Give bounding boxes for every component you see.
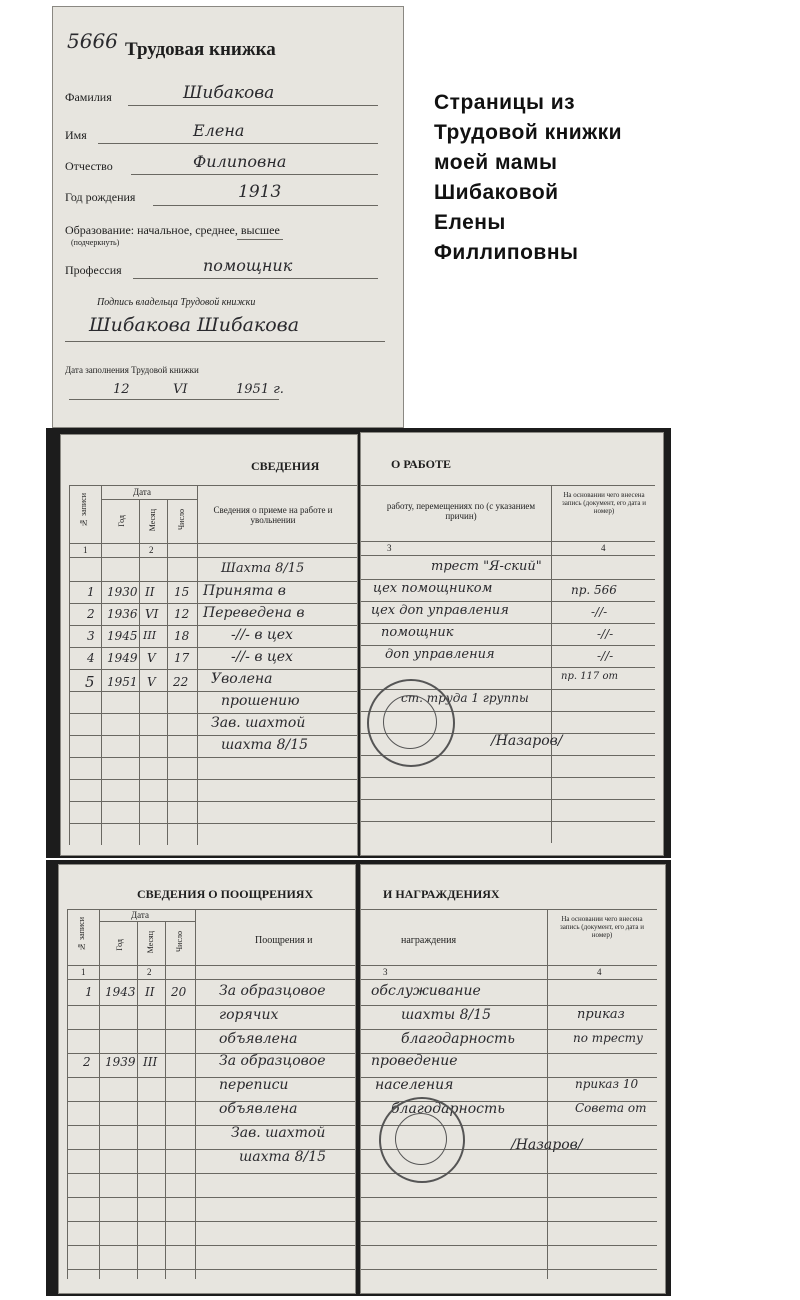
awards-left-heading: СВЕДЕНИЯ О ПООЩРЕНИЯХ xyxy=(137,887,314,901)
col-basis-label: На основании чего внесена запись (документ, его дата и номер) xyxy=(559,915,645,939)
row-month: V xyxy=(147,675,156,689)
caption-line: Трудовой книжки xyxy=(434,121,623,144)
col-num-label: № записи xyxy=(79,493,88,527)
row-num: 1 xyxy=(87,585,95,599)
row-left-text: Переведена в xyxy=(203,605,305,621)
date-year: 1951 г. xyxy=(236,382,284,397)
row-right-text: цех помощником xyxy=(373,581,493,596)
col-date-label: Дата xyxy=(131,910,149,920)
row-right-text: шахты 8/15 xyxy=(401,1007,492,1023)
col-basis-label: На основании чего внесена запись (документ, его дата и номер) xyxy=(561,491,647,515)
row-year: 1945 xyxy=(107,629,138,643)
row-left-text: -//- в цех xyxy=(231,649,293,665)
work-left-heading: СВЕДЕНИЯ xyxy=(251,459,320,473)
extra-left-line: шахта 8/15 xyxy=(221,737,309,753)
row-num: 2 xyxy=(83,1055,91,1069)
row-left-text: За образцовое xyxy=(219,983,326,999)
row-day: 15 xyxy=(174,585,190,599)
row-left-text: объявлена xyxy=(219,1031,298,1047)
row-right-text: обслуживание xyxy=(371,983,481,999)
row-num: 1 xyxy=(85,985,93,999)
owner-signature: Шибакова Шибакова xyxy=(89,314,300,336)
col-index-3: 3 xyxy=(387,543,392,553)
cover-page xyxy=(52,6,404,428)
header-entry-left: Шахта 8/15 xyxy=(221,561,305,576)
row-day: 22 xyxy=(173,675,189,689)
cover-title: Трудовая книжка xyxy=(125,39,276,60)
patronymic-label: Отчество xyxy=(65,159,113,173)
row-num: 4 xyxy=(87,651,95,665)
caption-line: Страницы из xyxy=(434,91,576,114)
date-day: 12 xyxy=(113,382,130,397)
row-month: III xyxy=(143,1055,158,1069)
col-index-4: 4 xyxy=(597,967,602,977)
row-month: II xyxy=(145,985,155,999)
extra-left-line: Зав. шахтой xyxy=(211,715,306,731)
row-year: 1930 xyxy=(107,585,138,599)
col-index-1: 1 xyxy=(83,545,88,555)
row-month: VI xyxy=(145,607,159,621)
col-year-label: Год xyxy=(117,515,126,527)
row-basis: по тресту xyxy=(573,1031,643,1045)
row-basis: приказ 10 xyxy=(575,1077,639,1091)
row-day: 12 xyxy=(174,607,190,621)
caption-line: Шибаковой xyxy=(434,181,559,204)
patronymic-value: Филиповна xyxy=(193,152,287,171)
serial-number: 5666 xyxy=(67,29,118,53)
signer-name: /Назаров/ xyxy=(491,733,563,749)
caption-line: моей мамы xyxy=(434,151,558,174)
row-year: 1943 xyxy=(105,985,136,999)
col-day-label: Число xyxy=(177,509,186,531)
caption xyxy=(434,88,622,268)
row-right-text: ст. труда 1 группы xyxy=(401,691,529,705)
date-label: Дата заполнения Трудовой книжки xyxy=(65,365,199,375)
header-entry-right: трест "Я-ский" xyxy=(431,559,542,574)
signer-name: /Назаров/ xyxy=(511,1137,583,1153)
row-basis: Совета от xyxy=(575,1101,647,1115)
row-left-text: -//- в цех xyxy=(231,627,293,643)
col-info-right-label: награждения xyxy=(401,935,457,946)
caption-line: Филлиповны xyxy=(434,241,579,264)
row-year: 1936 xyxy=(107,607,138,621)
signature-label: Подпись владельца Трудовой книжки xyxy=(97,297,256,308)
col-index-1: 1 xyxy=(81,967,86,977)
col-num-label: № записи xyxy=(77,917,86,951)
row-right-text: проведение xyxy=(371,1053,458,1069)
row-year: 1949 xyxy=(107,651,138,665)
row-right-text: населения xyxy=(375,1077,454,1093)
awards-spread xyxy=(46,860,671,1296)
row-basis: -//- xyxy=(597,649,614,663)
col-month-label: Месяц xyxy=(148,509,157,532)
row-left-text: объявлена xyxy=(219,1101,298,1117)
col-index-4: 4 xyxy=(601,543,606,553)
row-num: 3 xyxy=(87,629,95,643)
row-right-text: доп управления xyxy=(385,647,495,662)
awards-right-heading: И НАГРАЖДЕНИЯХ xyxy=(383,887,500,901)
education-hint: (подчеркнуть) xyxy=(71,238,120,247)
col-index-2: 2 xyxy=(147,967,152,977)
row-left-text: За образцовое xyxy=(219,1053,326,1069)
row-year: 1939 xyxy=(105,1055,136,1069)
profession-label: Профессия xyxy=(65,263,122,277)
col-info-right-label: работу, перемещениях по (с указанием причин) xyxy=(386,501,536,521)
row-basis: приказ xyxy=(577,1007,625,1022)
col-date-label: Дата xyxy=(133,487,151,497)
stamp-inner-ring-icon xyxy=(395,1113,447,1165)
row-day: 20 xyxy=(171,985,187,999)
profession-value: помощник xyxy=(203,256,293,275)
education-label: Образование: начальное, среднее, высшее xyxy=(65,223,280,237)
work-spread xyxy=(46,428,671,858)
row-month: V xyxy=(147,651,156,665)
row-num: 2 xyxy=(87,607,95,621)
col-month-label: Месяц xyxy=(146,931,155,954)
col-info-left-label: Поощрения и xyxy=(255,935,313,946)
name-value: Елена xyxy=(193,121,245,140)
surname-value: Шибакова xyxy=(183,83,275,103)
birth-value: 1913 xyxy=(238,182,282,202)
row-right-text: благодарность xyxy=(391,1101,505,1117)
row-left-text: Уволена xyxy=(211,671,273,687)
surname-label: Фамилия xyxy=(65,90,112,104)
awards-right-page xyxy=(360,864,666,1294)
birth-label: Год рождения xyxy=(65,190,136,204)
awards-left-page xyxy=(58,864,356,1294)
row-month: III xyxy=(143,629,157,642)
col-info-left-label: Сведения о приеме на работе и увольнении xyxy=(213,505,333,525)
row-basis: пр. 566 xyxy=(571,583,617,597)
row-right-text: благодарность xyxy=(401,1031,515,1047)
row-left-text: переписи xyxy=(219,1077,289,1093)
row-month: II xyxy=(145,585,155,599)
row-day: 17 xyxy=(174,651,190,665)
row-basis: пр. 117 от xyxy=(561,671,618,682)
col-day-label: Число xyxy=(175,931,184,953)
col-year-label: Год xyxy=(115,939,124,951)
col-index-3: 3 xyxy=(383,967,388,977)
row-year: 1951 xyxy=(107,675,138,689)
row-right-text: цех доп управления xyxy=(371,603,509,618)
row-right-text: помощник xyxy=(381,625,454,640)
name-label: Имя xyxy=(65,128,87,142)
extra-left-line: шахта 8/15 xyxy=(239,1149,327,1165)
row-left-text: горячих xyxy=(219,1007,279,1023)
col-index-2: 2 xyxy=(149,545,154,555)
stamp-inner-ring-icon xyxy=(383,695,437,749)
row-num: 5 xyxy=(85,673,95,691)
work-left-page xyxy=(60,434,358,856)
extra-left-line: Зав. шахтой xyxy=(231,1125,326,1141)
extra-left-line: прошению xyxy=(221,693,300,709)
date-month: VI xyxy=(173,382,188,397)
row-day: 18 xyxy=(174,629,190,643)
row-basis: -//- xyxy=(591,605,608,619)
caption-line: Елены xyxy=(434,211,506,234)
work-right-heading: О РАБОТЕ xyxy=(391,457,451,471)
row-left-text: Принята в xyxy=(203,583,286,599)
row-basis: -//- xyxy=(597,627,614,641)
work-right-page xyxy=(360,432,664,856)
